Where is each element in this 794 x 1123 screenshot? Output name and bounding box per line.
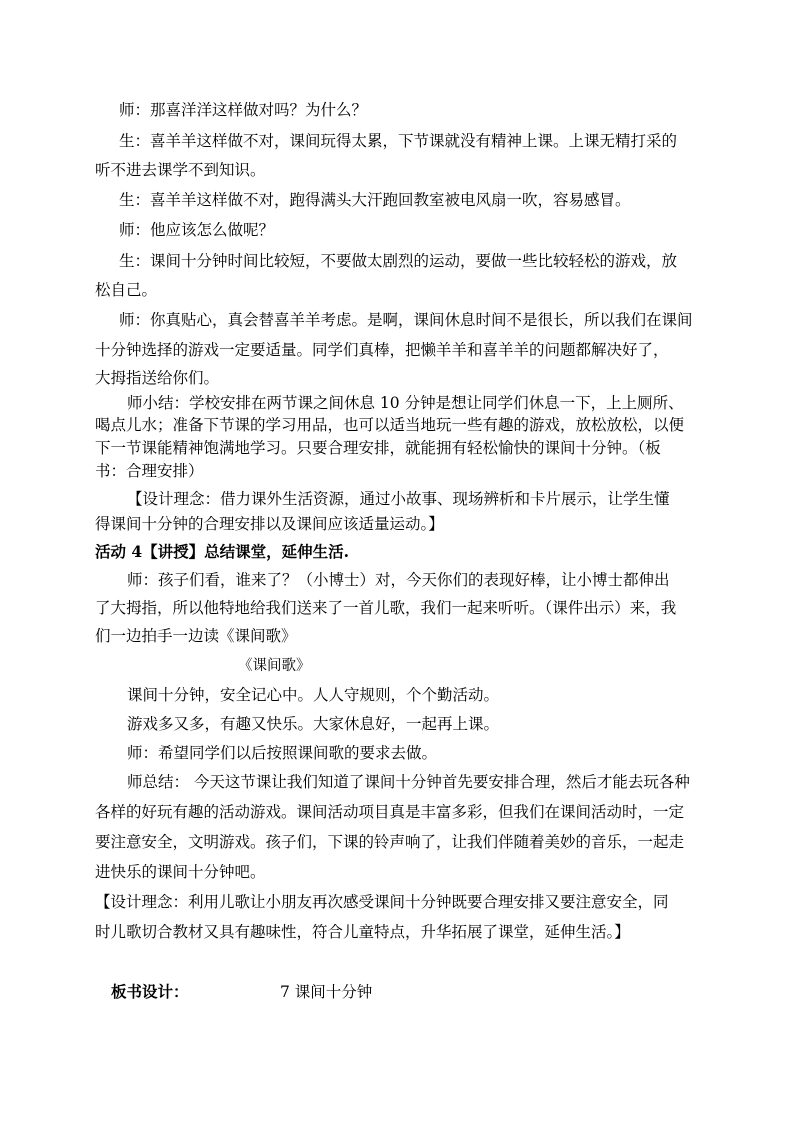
dialogue-line: 师：希望同学们以后按照课间歌的要求去做。 [127,744,438,762]
dialogue-line: 师：他应该怎么做呢？ [119,221,275,239]
board-design-label: 板书设计： [111,982,189,1001]
dialogue-line: 大拇指送给你们。 [95,369,220,387]
summary-line: 喝点儿水；准备下节课的学习用品，也可以适当地玩一些有趣的游戏，放松放松，以便 [95,416,685,434]
conclusion-line: 进快乐的课间十分钟吧。 [95,863,266,881]
dialogue-line: 生：喜羊羊这样做不对，跑得满头大汗跑回教室被电风扇一吹，容易感冒。 [119,191,631,209]
dialogue-line: 师：那喜洋洋这样做对吗？为什么？ [119,101,368,119]
activity-heading: 活动 4【讲授】总结课堂，延伸生活. [95,542,350,561]
conclusion-line: 各样的好玩有趣的活动游戏。课间活动项目真是丰富多彩，但我们在课间活动时，一定 [95,803,685,821]
summary-line: 师小结：学校安排在两节课之间休息 10 分钟是想让同学们休息一下，上上厕所、 [127,394,684,412]
dialogue-line: 十分钟选择的游戏一定要适量。同学们真棒，把懒羊羊和喜羊羊的问题都解决好了， [95,341,669,359]
dialogue-line: 了大拇指，所以他特地给我们送来了一首儿歌，我们一起来听听。（课件出示）来，我 [95,599,677,617]
summary-line: 下一节课能精神饱满地学习。只要合理安排，就能拥有轻松愉快的课间十分钟。（板 [95,439,661,457]
design-note-line: 时儿歌切合教材又具有趣味性，符合儿童特点，升华拓展了课堂，延伸生活。】 [95,923,630,941]
board-design-value: 7 课间十分钟 [280,983,373,1001]
conclusion-line: 师总结： 今天这节课让我们知道了课间十分钟首先要安排合理，然后才能去玩各种 [127,773,690,791]
dialogue-line: 听不进去课学不到知识。 [95,161,266,179]
summary-line: 书：合理安排） [95,462,204,480]
song-line: 游戏多又多，有趣又快乐。大家休息好，一起再上课。 [127,715,500,733]
song-title: 《课间歌》 [238,658,311,674]
design-note-line: 得课间十分钟的合理安排以及课间应该适量运动。】 [95,515,444,533]
dialogue-line: 们一边拍手一边读《课间歌》 [95,627,297,645]
song-line: 课间十分钟，安全记心中。人人守规则，个个勤活动。 [127,686,500,704]
dialogue-line: 松自己。 [95,281,158,299]
dialogue-line: 生：课间十分钟时间比较短，不要做太剧烈的运动，要做一些比较轻松的游戏，放 [119,252,678,270]
conclusion-line: 要注意安全，文明游戏。孩子们，下课的铃声响了，让我们伴随着美妙的音乐，一起走 [95,833,685,851]
dialogue-line: 师：你真贴心，真会替喜羊羊考虑。是啊，课间休息时间不是很长，所以我们在课间 [119,311,693,329]
design-note-line: 【设计理念：借力课外生活资源，通过小故事、现场辨析和卡片展示，让学生懂 [127,490,670,508]
dialogue-line: 师：孩子们看，谁来了？（小博士）对，今天你们的表现好棒，让小博士都伸出 [127,571,670,589]
dialogue-line: 生：喜羊羊这样做不对，课间玩得太累，下节课就没有精神上课。上课无精打采的 [119,132,678,150]
design-note-line: 【设计理念：利用儿歌让小朋友再次感受课间十分钟既要合理安排又要注意安全，同 [95,893,669,911]
